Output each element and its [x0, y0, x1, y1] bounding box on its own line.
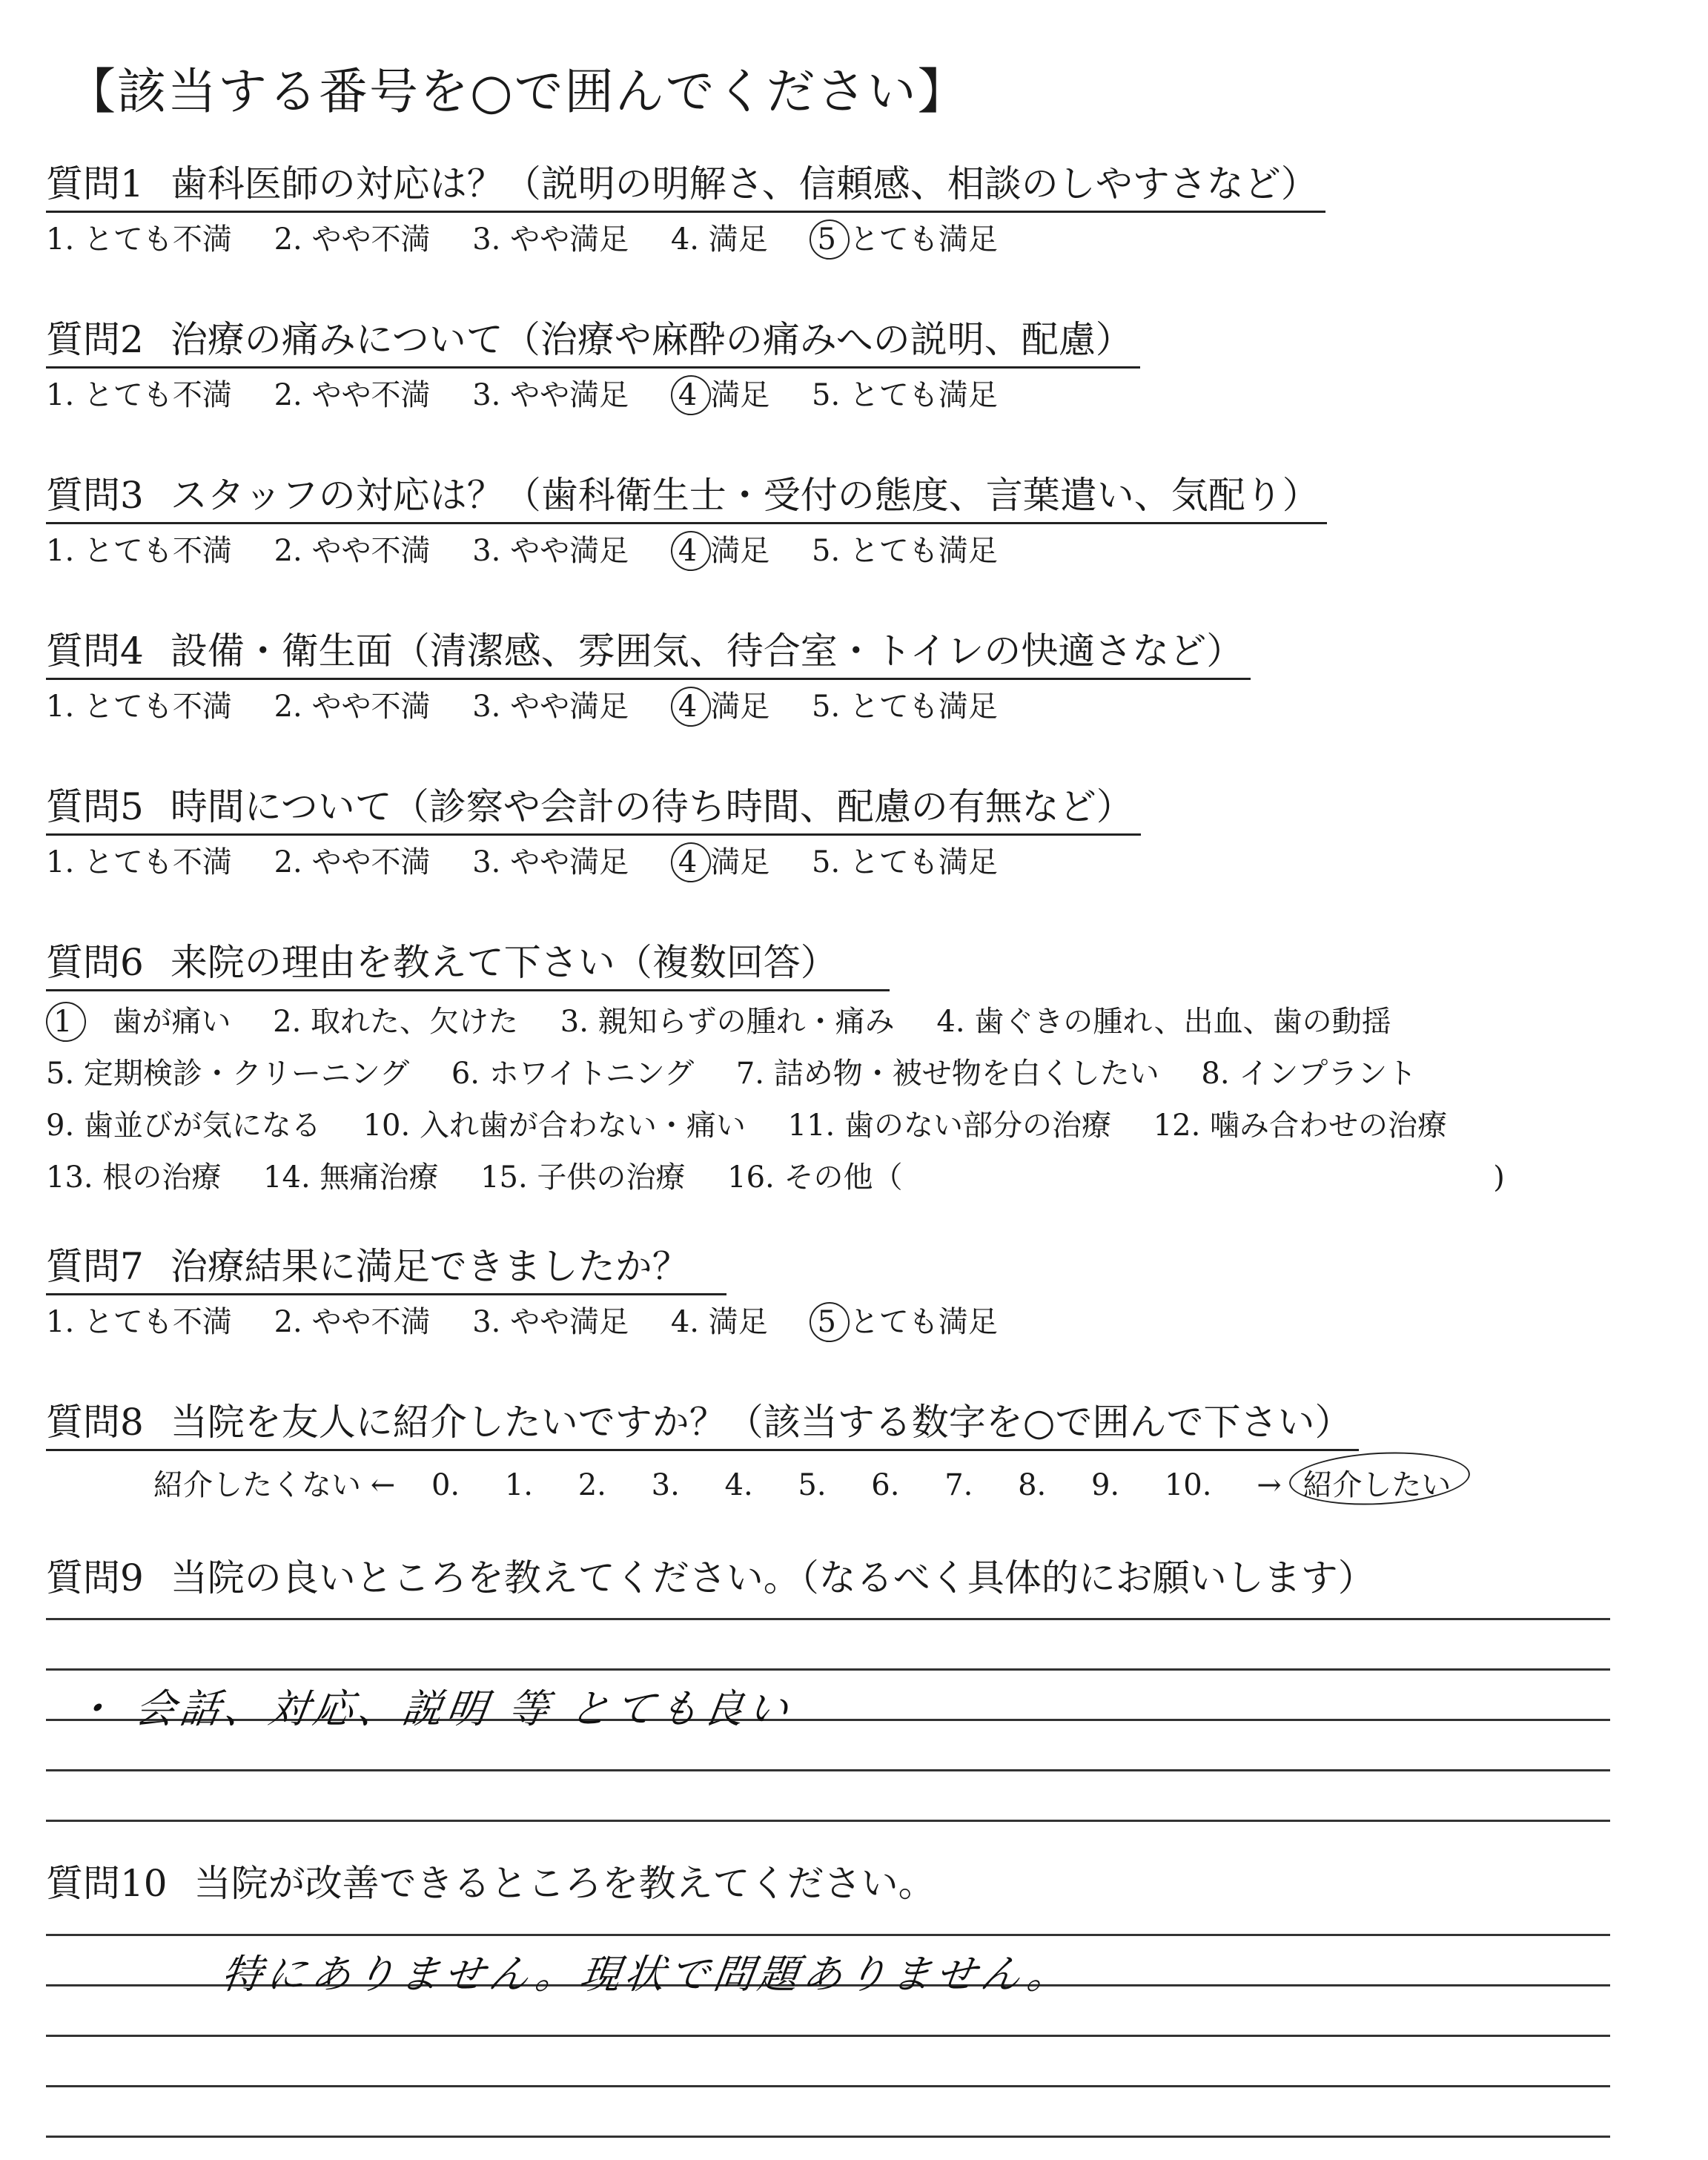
q6-option-2[interactable]: 2. 取れた、欠けた	[273, 1005, 519, 1039]
question-3-heading	[46, 473, 1327, 524]
scale-left-label: 紹介したくない ←	[153, 1468, 396, 1502]
q6-option-8[interactable]: 8. インプラント	[1201, 1057, 1417, 1091]
q9-handwritten-answer[interactable]: ・ 会話、対応、説明 等 とても良い	[70, 1685, 796, 1732]
scale-9[interactable]: 9.	[1090, 1468, 1120, 1502]
question-1-options	[46, 220, 1325, 259]
q6-option-10[interactable]: 10. 入れ歯が合わない・痛い	[363, 1109, 746, 1143]
scale-1[interactable]: 1.	[504, 1468, 534, 1502]
question-10-label: 質問10	[46, 1862, 168, 1905]
q6-option-9[interactable]: 9. 歯並びが気になる	[46, 1109, 321, 1143]
q9-answer-line-5	[46, 1820, 1610, 1822]
q1-option-5-number: 5	[817, 222, 836, 257]
q5-option-1[interactable]: 1. とても不満	[46, 845, 232, 879]
question-7-options	[46, 1303, 1030, 1341]
question-4-heading	[46, 629, 1251, 680]
question-10	[46, 1861, 943, 1910]
question-6-label: 質問6	[46, 941, 144, 984]
question-8-text: 当院を友人に紹介したいですか？（該当する数字を○で囲んで下さい）	[170, 1401, 1352, 1444]
q1-option-3[interactable]: 3. やや満足	[472, 222, 629, 257]
question-7-text: 治療結果に満足できましたか？	[170, 1245, 689, 1288]
q3-option-2[interactable]: 2. やや不満	[274, 534, 431, 568]
q10-handwritten-answer[interactable]: 特にありません。現状で問題ありません。	[219, 1951, 1076, 1998]
question-9-label: 質問9	[46, 1556, 144, 1599]
q6-option-3[interactable]: 3. 親知らずの腫れ・痛み	[560, 1005, 895, 1039]
q10-answer-line-4	[46, 2085, 1610, 2087]
q4-option-3[interactable]: 3. やや満足	[472, 690, 629, 724]
q1-option-2[interactable]: 2. やや不満	[274, 222, 431, 257]
question-3	[46, 473, 1327, 570]
page-title: 【該当する番号を○で囲んでください】	[67, 63, 968, 120]
q3-option-5[interactable]: 5. とても満足	[812, 534, 998, 568]
q6-option-13[interactable]: 13. 根の治療	[46, 1160, 222, 1195]
scale-8[interactable]: 8.	[1018, 1468, 1047, 1502]
q4-option-2[interactable]: 2. やや不満	[274, 690, 431, 724]
q6-option-11[interactable]: 11. 歯のない部分の治療	[787, 1109, 1111, 1143]
q7-option-5[interactable]	[810, 1303, 835, 1341]
question-5	[46, 785, 1141, 882]
q7-option-5-label: とても満足	[849, 1305, 998, 1339]
question-6-options	[46, 996, 1537, 1203]
q4-option-5[interactable]: 5. とても満足	[812, 690, 998, 724]
q2-option-3[interactable]: 3. やや満足	[472, 378, 629, 412]
q6-row-3	[46, 1100, 1537, 1152]
q7-option-4[interactable]: 4. 満足	[670, 1305, 768, 1339]
question-1-heading	[46, 162, 1325, 213]
scale-3[interactable]: 3.	[651, 1468, 680, 1502]
question-7-heading	[46, 1244, 726, 1295]
question-9	[46, 1556, 1383, 1605]
scale-4[interactable]: 4.	[724, 1468, 753, 1502]
scale-0[interactable]: 0.	[431, 1468, 460, 1502]
q4-option-1[interactable]: 1. とても不満	[46, 690, 232, 724]
question-9-text: 当院の良いところを教えてください。（なるべく具体的にお願いします）	[170, 1556, 1375, 1599]
question-6-heading	[46, 940, 890, 991]
question-3-text: スタッフの対応は？（歯科衛生士・受付の態度、言葉遣い、気配り）	[170, 474, 1320, 517]
q7-option-5-number: 5	[817, 1305, 836, 1339]
q6-option-12[interactable]: 12. 噛み合わせの治療	[1153, 1109, 1448, 1143]
q5-option-3[interactable]: 3. やや満足	[472, 845, 629, 879]
scale-6[interactable]: 6.	[871, 1468, 900, 1502]
scale-arrow: →	[1257, 1468, 1282, 1502]
q6-row-1	[46, 996, 1537, 1048]
q2-option-2[interactable]: 2. やや不満	[274, 378, 431, 412]
q6-row-4	[46, 1152, 1537, 1203]
q4-option-4-label: 満足	[710, 690, 770, 724]
q2-option-4-label: 満足	[710, 378, 770, 412]
scale-2[interactable]: 2.	[577, 1468, 606, 1502]
q1-option-4[interactable]: 4. 満足	[670, 222, 768, 257]
question-3-label: 質問3	[46, 474, 144, 517]
q3-option-4-number: 4	[678, 534, 698, 568]
question-2	[46, 317, 1140, 415]
q7-option-2[interactable]: 2. やや不満	[274, 1305, 431, 1339]
q6-row-2	[46, 1048, 1537, 1100]
q3-option-3[interactable]: 3. やや満足	[472, 534, 629, 568]
question-1-label: 質問1	[46, 162, 144, 205]
q1-option-5-label: とても満足	[849, 222, 998, 257]
q1-option-5[interactable]	[810, 220, 835, 259]
q6-option-1[interactable]	[46, 996, 72, 1048]
question-2-label: 質問2	[46, 318, 144, 361]
scale-5[interactable]: 5.	[798, 1468, 827, 1502]
question-3-options	[46, 532, 1327, 570]
q2-option-5[interactable]: 5. とても満足	[812, 378, 998, 412]
q6-option-6[interactable]: 6. ホワイトニング	[451, 1057, 695, 1091]
q4-option-4[interactable]	[671, 687, 697, 726]
q2-option-1[interactable]: 1. とても不満	[46, 378, 232, 412]
q6-option-5[interactable]: 5. 定期検診・クリーニング	[46, 1057, 410, 1091]
q5-option-4-label: 満足	[710, 845, 770, 879]
q7-option-3[interactable]: 3. やや満足	[472, 1305, 629, 1339]
question-6-text: 来院の理由を教えて下さい（複数回答）	[170, 941, 838, 984]
q10-answer-line-1	[46, 1934, 1610, 1936]
question-2-options	[46, 376, 1140, 415]
q10-answer-line-3	[46, 2035, 1610, 2037]
question-8	[46, 1400, 1451, 1504]
question-4-options	[46, 687, 1251, 726]
q2-option-4[interactable]	[671, 376, 697, 415]
question-10-text: 当院が改善できるところを教えてください。	[193, 1862, 936, 1905]
question-7	[46, 1244, 1030, 1341]
q6-option-4[interactable]: 4. 歯ぐきの腫れ、出血、歯の動揺	[936, 1005, 1391, 1039]
recommend-scale	[153, 1462, 1451, 1504]
q3-option-1[interactable]: 1. とても不満	[46, 534, 232, 568]
q9-answer-line-1	[46, 1618, 1610, 1620]
scale-7[interactable]: 7.	[944, 1468, 973, 1502]
q9-answer-line-4	[46, 1769, 1610, 1771]
q5-option-4[interactable]	[671, 843, 697, 882]
question-9-heading	[46, 1556, 1383, 1605]
q9-answer-line-2	[46, 1668, 1610, 1671]
question-5-heading	[46, 785, 1141, 836]
question-6	[46, 940, 1537, 1203]
question-5-options	[46, 843, 1141, 882]
question-4-label: 質問4	[46, 630, 144, 673]
question-5-text: 時間について（診察や会計の待ち時間、配慮の有無など）	[170, 785, 1133, 828]
q6-option-14[interactable]: 14. 無痛治療	[263, 1160, 439, 1195]
q4-option-4-number: 4	[678, 690, 698, 724]
question-5-label: 質問5	[46, 785, 144, 828]
q5-option-4-number: 4	[678, 845, 698, 879]
q10-answer-line-5	[46, 2136, 1610, 2138]
question-8-label: 質問8	[46, 1401, 144, 1444]
q3-option-4-label: 満足	[710, 534, 770, 568]
question-1	[46, 162, 1325, 259]
q6-option-15[interactable]: 15. 子供の治療	[480, 1160, 686, 1195]
q3-option-4[interactable]	[671, 532, 697, 570]
q6-option-1-number: 1	[53, 1005, 73, 1039]
q6-other-close-paren: )	[1493, 1160, 1505, 1195]
question-2-text: 治療の痛みについて（治療や麻酔の痛みへの説明、配慮）	[170, 318, 1133, 361]
q5-option-5[interactable]: 5. とても満足	[812, 845, 998, 879]
scale-right-label[interactable]: 紹介したい	[1302, 1462, 1451, 1504]
question-1-text: 歯科医師の対応は？（説明の明解さ、信頼感、相談のしやすさなど）	[170, 162, 1318, 205]
q6-option-1-label: 歯が痛い	[112, 1005, 231, 1039]
question-10-heading	[46, 1861, 943, 1910]
question-7-label: 質問7	[46, 1245, 144, 1288]
scale-10[interactable]: 10.	[1164, 1468, 1212, 1502]
q7-option-1[interactable]: 1. とても不満	[46, 1305, 232, 1339]
question-2-heading	[46, 317, 1140, 369]
question-4-text: 設備・衛生面（清潔感、雰囲気、待合室・トイレの快適さなど）	[170, 630, 1244, 673]
q2-option-4-number: 4	[678, 378, 698, 412]
q5-option-2[interactable]: 2. やや不満	[274, 845, 431, 879]
q1-option-1[interactable]: 1. とても不満	[46, 222, 232, 257]
q6-option-7[interactable]: 7. 詰め物・被せ物を白くしたい	[735, 1057, 1159, 1091]
question-4	[46, 629, 1251, 726]
question-8-heading	[46, 1400, 1359, 1451]
q6-option-16[interactable]: 16. その他（	[727, 1160, 903, 1195]
